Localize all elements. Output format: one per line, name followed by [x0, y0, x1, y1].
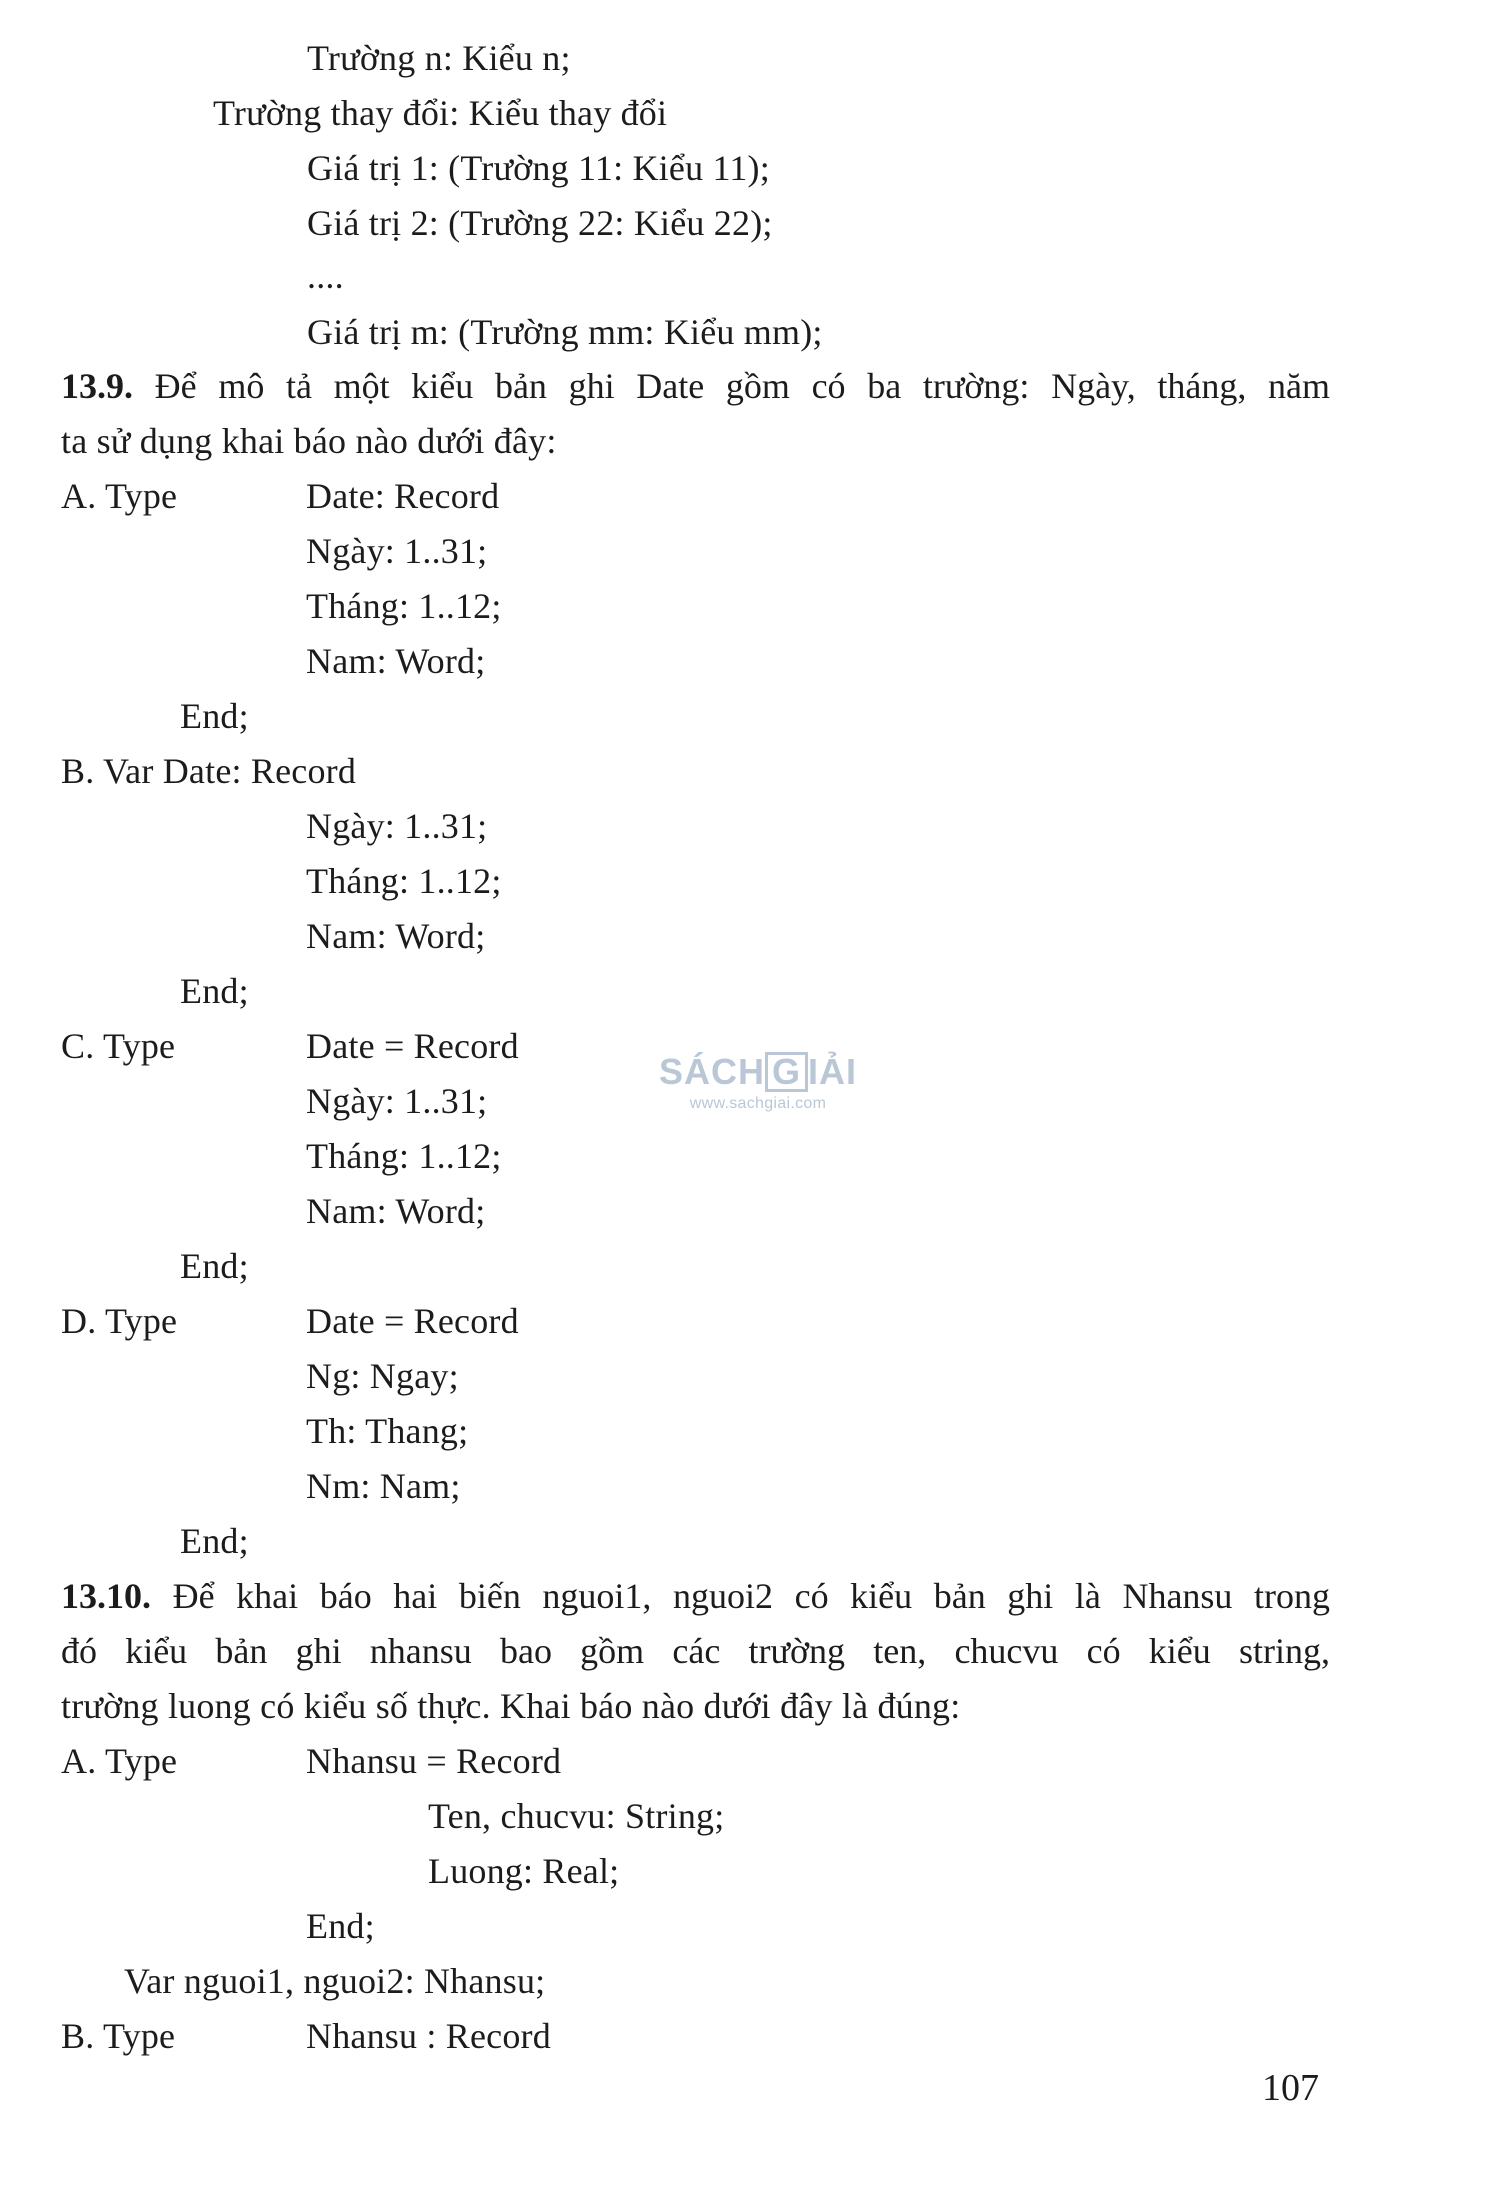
q10-option-a-field: Ten, chucvu: String; [428, 1796, 725, 1836]
option-a-field: Nam: Word; [306, 641, 486, 681]
option-label: B. Type [61, 2016, 176, 2056]
question-number: 13.9. [61, 366, 133, 406]
option-d-field: Th: Thang; [306, 1411, 469, 1451]
option-b-field: Ngày: 1..31; [306, 806, 488, 846]
question-13-10-line-2: đó kiểu bản ghi nhansu bao gồm các trường ten, chucvu có kiểu string, [61, 1631, 1330, 1671]
option-d-field: Nm: Nam; [306, 1466, 461, 1506]
q10-option-a-field: Luong: Real; [428, 1851, 620, 1891]
option-b-field: Tháng: 1..12; [306, 861, 502, 901]
watermark-logo [648, 1051, 868, 1115]
page-number: 107 [1262, 2067, 1319, 2109]
watermark-brand-box: G [765, 1052, 808, 1092]
option-b: B. Var Date: Record [61, 751, 357, 791]
question-13-10-line-3: trường luong có kiểu số thực. Khai báo nào dưới đây là đúng: [61, 1686, 961, 1726]
record-head: Nhansu = Record [306, 1741, 562, 1781]
question-text: Để khai báo hai biến nguoi1, nguoi2 có kiểu bản ghi là Nhansu trong [172, 1576, 1331, 1616]
q10-option-a-var: Var nguoi1, nguoi2: Nhansu; [124, 1961, 546, 2001]
header-line-3: Giá trị 1: (Trường 11: Kiểu 11); [307, 148, 770, 188]
watermark-url: www.sachgiai.com [689, 1095, 827, 1112]
option-a-field: Tháng: 1..12; [306, 586, 502, 626]
option-d-field: Ng: Ngay; [306, 1356, 459, 1396]
option-label: D. Type [61, 1301, 178, 1341]
q10-option-a [61, 1739, 561, 1783]
option-label: A. Type [61, 1741, 178, 1781]
watermark-brand [648, 1051, 868, 1093]
header-line-1: Trường n: Kiểu n; [307, 38, 571, 78]
option-c-field: Nam: Word; [306, 1191, 486, 1231]
option-c-field: Tháng: 1..12; [306, 1136, 502, 1176]
record-head: Date: Record [306, 476, 500, 516]
option-a-field: Ngày: 1..31; [306, 531, 488, 571]
option-c [61, 1024, 519, 1068]
watermark-brand-left: SÁCH [658, 1051, 765, 1092]
option-label: C. Type [61, 1026, 176, 1066]
question-13-9-line-1 [61, 364, 1330, 408]
record-head: Date = Record [306, 1301, 519, 1341]
watermark-brand-right: IẢI [808, 1051, 858, 1092]
question-13-10-line-1 [61, 1574, 1330, 1618]
header-line-5: .... [307, 256, 344, 296]
record-head: Nhansu : Record [306, 2016, 551, 2056]
q10-option-b [61, 2014, 551, 2058]
header-line-6: Giá trị m: (Trường mm: Kiểu mm); [307, 312, 823, 352]
option-label: A. Type [61, 476, 178, 516]
option-a-end: End; [180, 696, 249, 736]
header-line-2: Trường thay đổi: Kiểu thay đổi [213, 93, 668, 133]
option-a [61, 474, 499, 518]
option-b-end: End; [180, 971, 249, 1011]
header-line-4: Giá trị 2: (Trường 22: Kiểu 22); [307, 203, 773, 243]
q10-option-a-end: End; [306, 1906, 375, 1946]
question-text: Để mô tả một kiểu bản ghi Date gồm có ba trường: Ngày, tháng, năm [154, 366, 1331, 406]
option-b-field: Nam: Word; [306, 916, 486, 956]
question-number: 13.10. [61, 1576, 151, 1616]
option-d [61, 1299, 519, 1343]
option-c-field: Ngày: 1..31; [306, 1081, 488, 1121]
question-13-9-line-2: ta sử dụng khai báo nào dưới đây: [61, 421, 557, 461]
record-head: Date = Record [306, 1026, 519, 1066]
option-c-end: End; [180, 1246, 249, 1286]
option-d-end: End; [180, 1521, 249, 1561]
